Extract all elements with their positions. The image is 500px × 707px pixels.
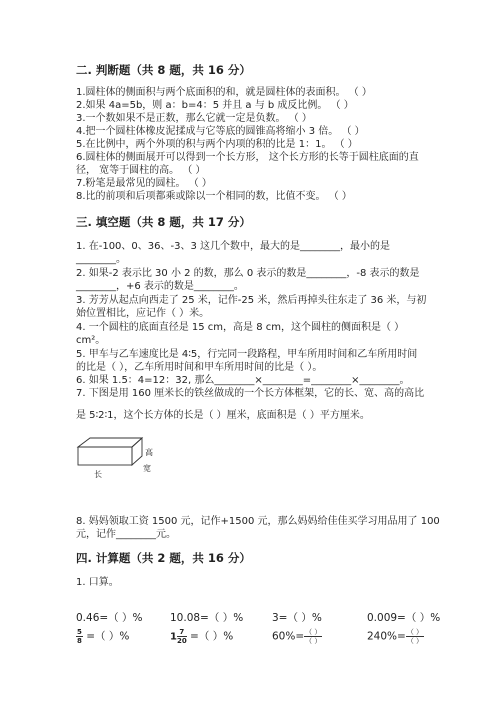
fill-item-8: 8. 妈妈领取工资 1500 元，记作+1500 元，那么妈妈给佳佳买学习用品用了 100: [76, 516, 440, 527]
fraction-blank: $\frac{( )}{( )}$: [305, 628, 322, 645]
section-4-title: 四. 计算题（共 2 题，共 16 分）: [76, 551, 251, 565]
calc-r1-c3: 3=（ ）%: [272, 612, 322, 624]
fill-item-3-cont: 始位置相比，应记作（ ）米。: [76, 308, 210, 319]
cuboid-figure: [76, 434, 166, 484]
judge-item-8: 8.比的前项和后项都乘或除以一个相同的数，比值不变。 （ ）: [76, 191, 352, 202]
section-3-title: 三. 填空题（共 8 题，共 17 分）: [76, 215, 251, 229]
cuboid-length-label: 长: [94, 470, 102, 479]
calc-r2-c2: 1 $\frac{7}{20}$ =（ ）%: [170, 628, 234, 645]
fill-item-2-cont: ________，+6 表示的数是________。: [76, 281, 244, 292]
fill-item-5-cont: 的比是（ ），乙车所用时间和甲车所用时间的比是（ ）。: [76, 362, 323, 373]
fill-item-6: 6. 如果 1.5：4=12：32, 那么________×________=________×________。: [76, 375, 410, 386]
fraction-blank: $\frac{( )}{( )}$: [406, 628, 424, 645]
fraction-7-20: $\frac{7}{20}$: [176, 628, 187, 645]
calc-sub-1: 1. 口算。: [76, 577, 119, 588]
fill-item-5: 5. 甲车与乙车速度比是 4∶5，行完同一段路程，甲车所用时间和乙车所用时间: [76, 349, 418, 360]
fill-item-4: 4. 一个圆柱的底面直径是 15 cm，高是 8 cm，这个圆柱的侧面积是（ ）: [76, 322, 405, 333]
calc-r1-c2: 10.08=（ ）%: [170, 612, 244, 624]
judge-item-2: 2.如果 4a=5b，则 a：b=4：5 并且 a 与 b 成反比例。 （ ）: [76, 100, 354, 111]
calc-r2-c1: $\frac{5}{8}$ =（ ）%: [77, 628, 130, 645]
calc-r2-c4: 240%= $\frac{( )}{( )}$: [367, 628, 424, 645]
calc-r2-c3: 60%= $\frac{( )}{( )}$: [272, 628, 322, 645]
fill-item-4-cont: cm²。: [76, 335, 106, 346]
judge-item-5: 5.在比例中，两个外项的积与两个内项的积的比是 1：1。 （ ）: [76, 139, 358, 150]
judge-item-1: 1.圆柱体的侧面积与两个底面积的和，就是圆柱体的表面积。 （ ）: [76, 87, 372, 98]
fill-item-7-cont: 是 5∶2∶1，这个长方体的长是（ ）厘米，底面积是（ ）平方厘米。: [76, 410, 370, 421]
fill-item-2: 2. 如果-2 表示比 30 小 2 的数，那么 0 表示的数是________，-8 表示的数是: [76, 268, 420, 279]
fill-item-7: 7. 下图是用 160 厘米长的铁丝做成的一个长方体框架，它的长、宽、高的高比: [76, 388, 425, 399]
fill-item-1-cont: ________。: [76, 254, 126, 265]
judge-item-6: 6.圆柱体的侧面展开可以得到一个长方形， 这个长方形的长等于圆柱底面的直: [76, 152, 419, 163]
judge-item-4: 4.把一个圆柱体橡皮泥揉成与它等底的圆锥高将缩小 3 倍。 （ ）: [76, 126, 365, 137]
calc-r1-c4: 0.009=（ ）%: [367, 612, 441, 624]
fill-item-3: 3. 芳芳从起点向西走了 25 米，记作-25 米，然后再掉头往东走了 36 米，与初: [76, 295, 427, 306]
judge-item-6-cont: 径， 宽等于圆柱的高。 （ ）: [76, 165, 206, 176]
cuboid-width-label: 宽: [143, 464, 151, 473]
judge-item-3: 3.一个数如果不是正数，那么它就一定是负数。 （ ）: [76, 113, 312, 124]
judge-item-7: 7.粉笔是最常见的圆柱。 （ ）: [76, 178, 212, 189]
cuboid-height-label: 高: [145, 448, 153, 457]
fraction-5-8: $\frac{5}{8}$: [77, 628, 82, 645]
section-2-title: 二. 判断题（共 8 题，共 16 分）: [76, 63, 251, 77]
fill-item-1: 1. 在-100、0、36、-3、3 这几个数中，最大的是________，最小的是: [76, 241, 391, 252]
fill-item-8-cont: 元，记作________元。: [76, 529, 176, 540]
calc-r1-c1: 0.46=（ ）%: [76, 612, 143, 624]
